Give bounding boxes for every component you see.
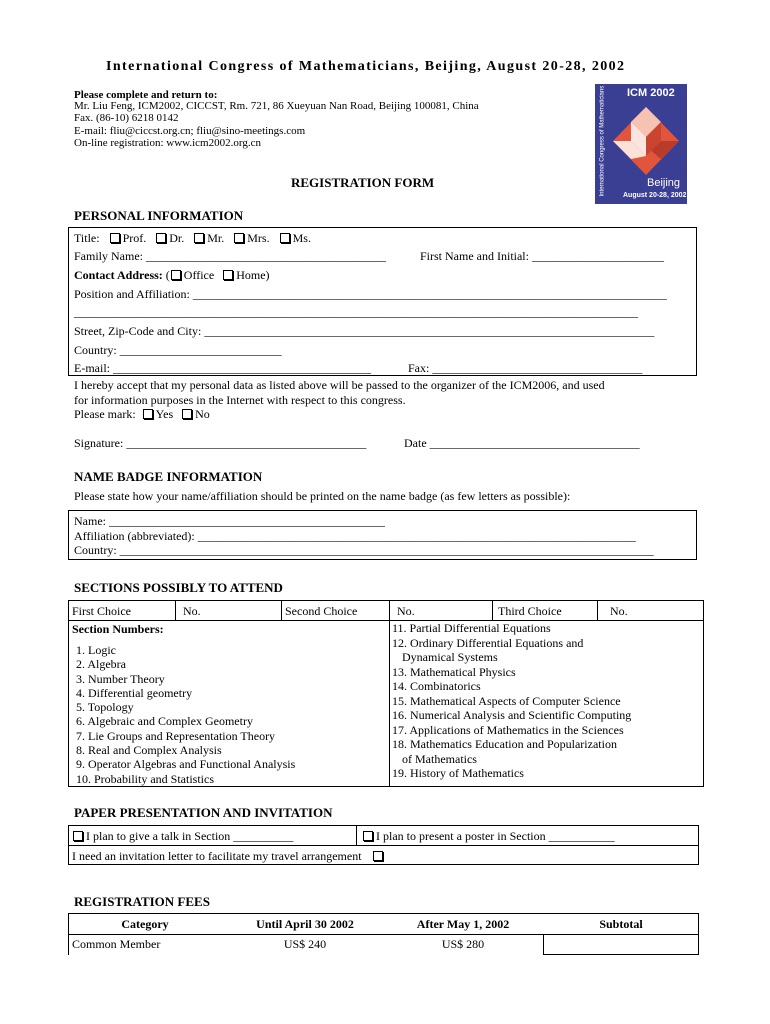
third-choice-no-field[interactable]: No.: [610, 604, 628, 618]
list-item: 13. Mathematical Physics: [392, 664, 516, 679]
list-item: 6. Algebraic and Complex Geometry: [76, 714, 253, 729]
list-item: 18. Mathematics Education and Popularization: [392, 737, 617, 751]
position-field[interactable]: Position and Affiliation: _______________________________________________________________________________: [74, 287, 667, 301]
badge-heading: NAME BADGE INFORMATION: [74, 469, 263, 484]
contact-home[interactable]: Home): [236, 268, 270, 282]
list-item: of Mathematics: [402, 751, 477, 766]
email-field[interactable]: E-mail: ___________________________________________: [74, 361, 371, 375]
title-option-prof[interactable]: Prof.: [109, 231, 147, 245]
fees-col-after: After May 1, 2002: [416, 917, 510, 931]
paper-heading: PAPER PRESENTATION AND INVITATION: [74, 805, 333, 820]
consent-text-2: for information purposes in the Internet with respect to this congress.: [74, 393, 406, 407]
online-registration: On-line registration: www.icm2002.org.cn: [74, 137, 261, 149]
list-item: 11. Partial Differential Equations: [392, 621, 551, 635]
list-item: 2. Algebra: [76, 657, 126, 672]
col-divider: [281, 600, 282, 620]
list-item: 17. Applications of Mathematics in the Sciences: [392, 722, 624, 737]
icm-logo: [595, 84, 687, 204]
col-divider: [68, 935, 69, 955]
list-item: 8. Real and Complex Analysis: [76, 743, 222, 758]
consent-text-1: I hereby accept that my personal data as listed above will be passed to the organizer of the ICM2006, and used: [74, 378, 605, 392]
logo-city: Beijing: [647, 177, 681, 189]
section-numbers-label: Section Numbers:: [72, 622, 164, 636]
col-divider: [356, 825, 357, 845]
list-item: 16. Numerical Analysis and Scientific Computing: [392, 708, 632, 722]
checkbox-icon[interactable]: [373, 851, 383, 861]
third-choice-label: Third Choice: [498, 604, 562, 618]
checkbox-icon[interactable]: [223, 270, 233, 280]
first-name-field[interactable]: First Name and Initial: ______________________: [420, 249, 664, 263]
list-item: 15. Mathematical Aspects of Computer Science: [392, 693, 621, 708]
list-item: 4. Differential geometry: [76, 685, 193, 700]
badge-country-field[interactable]: Country: _________________________________________________________________________________________: [74, 543, 654, 557]
checkbox-icon[interactable]: [234, 233, 244, 243]
fees-col-category: Category: [121, 917, 169, 931]
sections-left-list: [76, 643, 295, 786]
list-item: 19. History of Mathematics: [392, 766, 524, 780]
sections-right-list: [392, 621, 631, 781]
title-label: Title:: [74, 231, 100, 245]
consent-yes[interactable]: Yes: [155, 407, 174, 421]
fee-row-after: US$ 280: [441, 937, 485, 951]
title-option-ms[interactable]: Ms.: [279, 231, 311, 245]
invitation-option[interactable]: I need an invitation letter to facilitate my travel arrangement: [72, 849, 386, 864]
logo-title: ICM 2002: [627, 87, 675, 99]
contact-label: Contact Address:: [74, 268, 163, 282]
congress-title: International Congress of Mathematicians, Beijing, August 20-28, 2002: [106, 59, 626, 74]
checkbox-icon[interactable]: [143, 409, 153, 419]
checkbox-icon[interactable]: [194, 233, 204, 243]
position-field-line2[interactable]: ______________________________________________________________________________________________: [74, 305, 638, 319]
row-divider: [68, 845, 699, 846]
logo-side-text: International Congress of Mathematicians: [599, 85, 606, 197]
badge-name-field[interactable]: Name: ______________________________________________: [74, 514, 385, 528]
title-option-dr[interactable]: Dr.: [155, 231, 184, 245]
form-title: REGISTRATION FORM: [291, 175, 435, 190]
return-address: Mr. Liu Feng, ICM2002, CICCST, Rm. 721, 86 Xueyuan Nan Road, Beijing 100081, China: [74, 100, 479, 112]
return-heading: Please complete and return to:: [74, 89, 218, 101]
subtotal-cell[interactable]: [543, 934, 699, 955]
return-fax: Fax. (86-10) 6218 0142: [74, 112, 179, 124]
badge-affiliation-field[interactable]: Affiliation (abbreviated): _________________________________________________________________________: [74, 529, 636, 543]
checkbox-icon[interactable]: [73, 831, 83, 841]
col-divider: [597, 600, 598, 620]
col-divider: [175, 600, 176, 620]
checkbox-icon[interactable]: [363, 831, 373, 841]
return-email: E-mail: fliu@ciccst.org.cn; fliu@sino-meetings.com: [74, 125, 306, 137]
fee-row-until: US$ 240: [283, 937, 327, 951]
col-divider: [492, 600, 493, 620]
first-choice-no-field[interactable]: No.: [183, 604, 201, 618]
second-choice-label: Second Choice: [285, 604, 358, 618]
checkbox-icon[interactable]: [182, 409, 192, 419]
logo-graphic-icon: [609, 101, 683, 181]
list-item: 14. Combinatorics: [392, 679, 481, 693]
list-item: Dynamical Systems: [402, 650, 498, 664]
list-item: 10. Probability and Statistics: [76, 771, 214, 786]
signature-field[interactable]: Signature: ________________________________________: [74, 436, 367, 450]
fax-field[interactable]: Fax: ___________________________________: [408, 361, 643, 375]
list-item: 5. Topology: [76, 700, 134, 715]
fees-col-subtotal: Subtotal: [599, 917, 643, 931]
consent-no[interactable]: No: [195, 407, 210, 421]
contact-row: Contact Address: ( Office Home): [74, 268, 270, 282]
first-choice-label: First Choice: [72, 604, 131, 618]
checkbox-icon[interactable]: [110, 233, 120, 243]
list-item: 3. Number Theory: [76, 671, 165, 686]
poster-option[interactable]: I plan to present a poster in Section ___________: [362, 829, 615, 844]
talk-option[interactable]: I plan to give a talk in Section __________: [72, 829, 293, 844]
family-name-field[interactable]: Family Name: ________________________________________: [74, 249, 386, 263]
street-field[interactable]: Street, Zip-Code and City: ___________________________________________________________________________: [74, 324, 655, 338]
fees-col-until: Until April 30 2002: [256, 917, 354, 931]
personal-heading: PERSONAL INFORMATION: [74, 208, 244, 223]
consent-mark-row: Please mark: Yes No: [74, 407, 210, 421]
country-field[interactable]: Country: ___________________________: [74, 343, 282, 357]
sections-heading: SECTIONS POSSIBLY TO ATTEND: [74, 580, 283, 595]
col-divider: [389, 600, 390, 787]
list-item: 7. Lie Groups and Representation Theory: [76, 728, 276, 743]
contact-office[interactable]: Office: [183, 268, 215, 282]
list-item: 1. Logic: [76, 643, 116, 657]
checkbox-icon[interactable]: [156, 233, 166, 243]
title-option-mrs[interactable]: Mrs.: [233, 231, 269, 245]
title-row: [74, 231, 311, 246]
logo-dates: August 20-28, 2002: [623, 192, 687, 199]
badge-instruction: Please state how your name/affiliation should be printed on the name badge (as few letters as possible):: [74, 489, 571, 503]
list-item: 12. Ordinary Differential Equations and: [392, 635, 584, 650]
fee-row-category: Common Member: [72, 937, 161, 951]
checkbox-icon[interactable]: [171, 270, 181, 280]
checkbox-icon[interactable]: [280, 233, 290, 243]
date-field[interactable]: Date ___________________________________: [404, 436, 640, 450]
second-choice-no-field[interactable]: No.: [397, 604, 415, 618]
fees-heading: REGISTRATION FEES: [74, 894, 210, 909]
list-item: 9. Operator Algebras and Functional Analysis: [76, 757, 296, 772]
title-option-mr[interactable]: Mr.: [193, 231, 224, 245]
